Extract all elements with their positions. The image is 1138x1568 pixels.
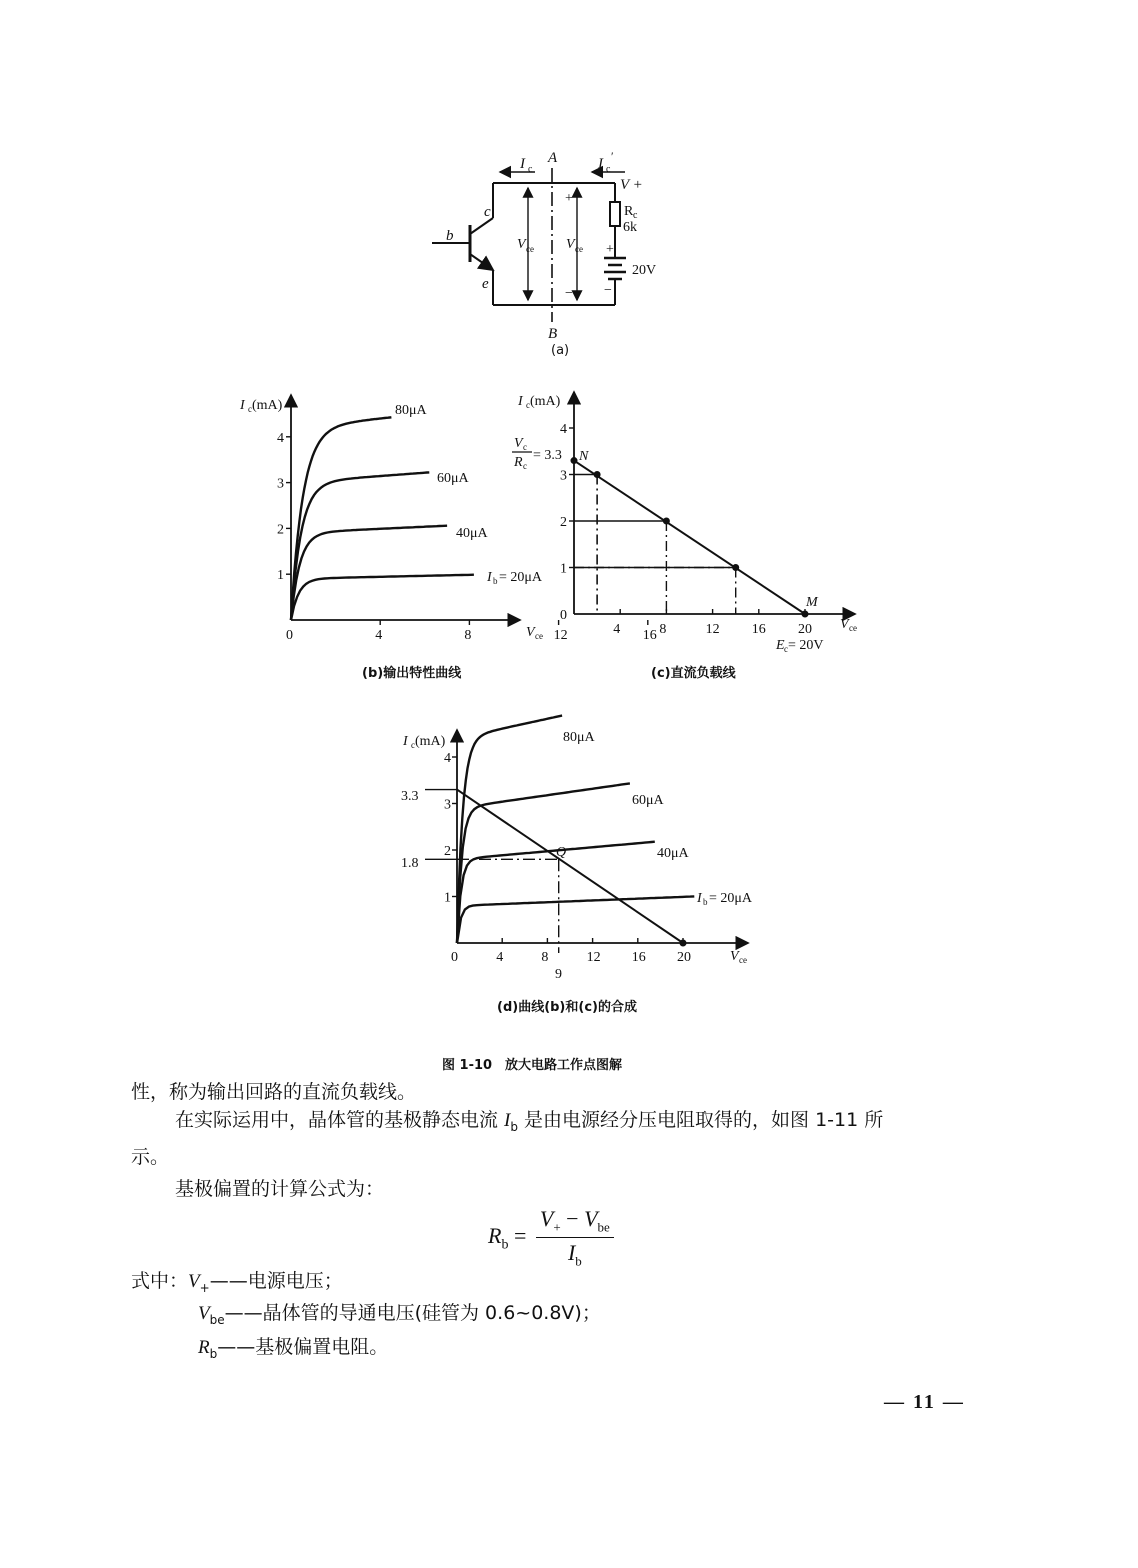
bias-formula: $R_b$ = $\frac{V_+ - V_{be}}{I_b}$ xyxy=(488,1206,614,1270)
svg-text:−: − xyxy=(565,286,573,301)
d-curve-20 xyxy=(457,896,694,943)
circuit-labels-a xyxy=(446,149,656,342)
svg-text:′: ′ xyxy=(611,149,614,163)
definition-3: $R_b——$基极偏置电阻。 xyxy=(198,1336,389,1361)
svg-text:c: c xyxy=(606,164,611,175)
definition-2: $V_{be}——$晶体管的导通电压(硅管为 0.6~0.8V)； xyxy=(198,1302,601,1327)
d-point-Q: Q xyxy=(556,845,567,860)
c-ytick-label: 3 xyxy=(560,468,567,484)
c-point-N-dot xyxy=(571,458,577,464)
b-curve-label-60: 60μA xyxy=(437,471,469,486)
b-xtick-label: 0 xyxy=(286,628,293,643)
c-point-M-dot xyxy=(802,611,808,617)
paragraph-line-1: 性，称为输出回路的直流负载线。 xyxy=(131,1081,417,1103)
d-extra-y-1.8: 1.8 xyxy=(401,856,419,871)
c-xtick-label: 20 xyxy=(798,622,812,637)
svg-text:+: + xyxy=(606,242,614,257)
svg-text:(mA): (mA) xyxy=(530,394,561,409)
emitter-label: e xyxy=(482,276,489,292)
c-frac-value: = 3.3 xyxy=(533,448,562,463)
b-curve-label-20: I xyxy=(487,570,492,585)
d-xtick-label: 4 xyxy=(496,950,504,965)
b-ytick-label: 2 xyxy=(277,522,284,538)
d-ytick-label: 4 xyxy=(444,751,451,766)
svg-text:(mA): (mA) xyxy=(252,398,283,413)
svg-text:ce: ce xyxy=(849,623,857,633)
svg-text:c: c xyxy=(526,400,530,410)
svg-text:c: c xyxy=(633,210,638,221)
b-curve-60 xyxy=(291,472,429,620)
svg-text:b: b xyxy=(703,897,708,907)
svg-text:c: c xyxy=(523,461,527,471)
b-ylabel: I xyxy=(240,398,245,413)
d-curve-label-20: I xyxy=(697,891,702,906)
b-xtick-label: 16 xyxy=(642,628,657,643)
svg-text:−: − xyxy=(604,283,612,298)
paragraph-line-2: 在实际运用中，晶体管的基极静态电流 $I_b$ 是由电源经分压电阻取得的，如图 1-11 所 xyxy=(175,1109,884,1134)
ic-label: I xyxy=(520,156,525,172)
c-point-M: M xyxy=(806,595,818,610)
caption-d: (d)曲线(b)和(c)的合成 xyxy=(497,1000,637,1015)
d-xtick-label: 16 xyxy=(631,950,646,965)
d-ytick-label: 1 xyxy=(444,890,451,906)
rc-label: R xyxy=(624,204,634,219)
rc-value: 6k xyxy=(623,220,637,235)
c-xtick-label: 8 xyxy=(659,622,667,637)
svg-text:c: c xyxy=(411,740,415,750)
svg-text:V: V xyxy=(566,237,575,252)
svg-text:c: c xyxy=(523,442,527,452)
c-ytick-label: 4 xyxy=(560,422,567,437)
d-extra-x-9: 9 xyxy=(555,967,562,982)
c-xtick-label: 4 xyxy=(613,622,621,637)
d-load-line xyxy=(457,790,683,943)
b-xtick-label: 8 xyxy=(464,628,472,643)
b-ytick-label: 4 xyxy=(277,430,284,446)
d-xtick-label: 20 xyxy=(677,950,691,965)
svg-text:ce: ce xyxy=(575,244,583,254)
ic-prime-label: I xyxy=(598,156,603,172)
d-curve-label-80: 80μA xyxy=(563,730,595,745)
caption-c: (c)直流负载线 xyxy=(651,666,736,681)
d-xtick-label: 0 xyxy=(451,950,458,965)
c-ylabel: I xyxy=(518,394,523,409)
c-point-N: N xyxy=(579,449,589,464)
d-curve-label-60: 60μA xyxy=(632,793,664,808)
svg-text:ce: ce xyxy=(739,955,747,965)
d-curve-80 xyxy=(457,716,562,943)
b-xtick-label: 12 xyxy=(553,628,568,643)
b-curve-label-40: 40μA xyxy=(456,526,488,541)
b-curve-20 xyxy=(291,575,474,620)
definition-1: 式中：$V_+——$电源电压； xyxy=(131,1270,343,1295)
svg-text:b: b xyxy=(493,576,498,586)
vplus-label: V + xyxy=(620,177,643,193)
chart-c xyxy=(512,392,857,654)
d-xlabel: V xyxy=(730,949,739,964)
c-xtick-label: 12 xyxy=(705,622,720,637)
caption-b: (b)输出特性曲线 xyxy=(362,666,462,681)
paragraph-line-3: 示。 xyxy=(131,1146,170,1168)
c-frac-den: R xyxy=(514,455,523,470)
d-xtick-label: 8 xyxy=(541,950,549,965)
c-ytick-label: 0 xyxy=(560,608,567,623)
svg-text:c: c xyxy=(528,164,533,175)
c-xtick-label: 16 xyxy=(751,622,766,637)
svg-text:V: V xyxy=(517,237,526,252)
page-number: — 11 — xyxy=(884,1391,965,1413)
svg-text:c: c xyxy=(248,404,252,414)
c-point xyxy=(663,518,669,524)
battery-label: 20V xyxy=(632,263,657,278)
b-xtick-label: 4 xyxy=(375,628,383,643)
svg-text:= 20V: = 20V xyxy=(788,638,824,653)
b-curve-40 xyxy=(291,526,447,620)
d-extra-y-3.3: 3.3 xyxy=(401,789,419,804)
b-curve-label-80: 80μA xyxy=(395,403,427,418)
d-ylabel: I xyxy=(403,734,408,749)
c-ytick-label: 1 xyxy=(560,561,567,577)
b-ytick-label: 1 xyxy=(277,568,284,584)
chart-d xyxy=(401,716,753,982)
figure-caption: 图 1-10 放大电路工作点图解 xyxy=(442,1058,623,1073)
c-ec-label: E xyxy=(776,638,785,653)
c-ytick-label: 2 xyxy=(560,515,567,530)
svg-text:= 20μA: = 20μA xyxy=(709,891,753,906)
node-B: B xyxy=(548,326,558,342)
svg-text:c: c xyxy=(784,644,788,654)
chart-b xyxy=(239,395,657,643)
d-point-end xyxy=(680,940,686,946)
collector-label: c xyxy=(484,204,491,220)
base-label: b xyxy=(446,228,454,244)
c-frac-num: V xyxy=(514,436,523,451)
svg-text:= 20μA: = 20μA xyxy=(499,570,543,585)
d-xtick-label: 12 xyxy=(586,950,601,965)
svg-text:ce: ce xyxy=(526,244,534,254)
node-A: A xyxy=(548,150,558,166)
d-ytick-label: 3 xyxy=(444,797,451,813)
c-load-line xyxy=(574,461,805,614)
c-xlabel: V xyxy=(840,617,849,632)
paragraph-line-4: 基极偏置的计算公式为： xyxy=(175,1178,385,1200)
b-xlabel: V xyxy=(526,625,535,640)
caption-a: (a) xyxy=(551,343,570,358)
d-ytick-label: 2 xyxy=(444,844,451,859)
d-curve-label-40: 40μA xyxy=(657,846,689,861)
b-ytick-label: 3 xyxy=(277,476,284,492)
svg-text:+: + xyxy=(565,191,573,206)
b-curve-80 xyxy=(291,417,391,620)
svg-text:(mA): (mA) xyxy=(415,734,446,749)
svg-text:ce: ce xyxy=(535,631,543,641)
